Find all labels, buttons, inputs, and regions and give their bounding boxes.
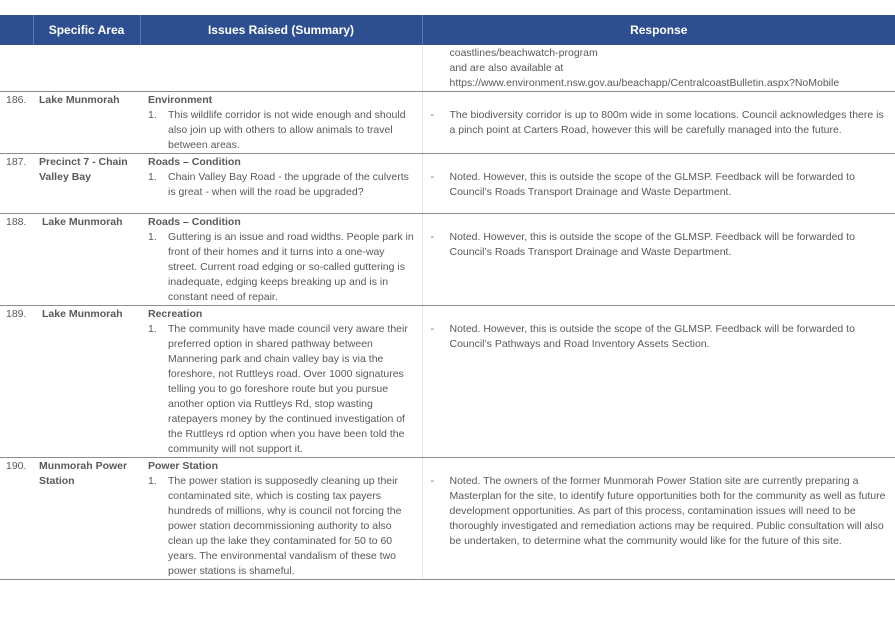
row-response [422, 92, 895, 154]
response-text: Noted. However, this is outside the scope of the GLMSP. Feedback will be forwarded to Council’s Roads Transport Drainage and Waste Department. [449, 231, 855, 258]
row-area: Lake Munmorah [33, 214, 140, 306]
row-number: 186. [0, 92, 33, 154]
response-text: Noted. The owners of the former Munmorah Power Station site are currently preparing a Masterplan for the site, to identify future opportunities both for the community as well as future development opportunities. As part of this process, contamination issues will need to be thoroughly investigated and remediation actions may be required. Public consultation will also be undertaken, to determine what the community would like for the future of this site. [449, 475, 886, 547]
issue-item-number: 1. [148, 109, 157, 121]
continuation-response [422, 45, 895, 92]
continuation-row [0, 45, 895, 92]
table-row [0, 458, 895, 580]
row-issue [140, 92, 422, 154]
response-dash: - [430, 475, 434, 487]
issue-topic: Power Station [148, 460, 219, 472]
table-row [0, 214, 895, 306]
response-text: Noted. However, this is outside the scope of the GLMSP. Feedback will be forwarded to Council’s Pathways and Road Inventory Assets Section. [449, 323, 855, 350]
issue-text: The community have made council very aware their preferred option in shared pathway between Mannering park and chain valley bay is via the foreshore, not Ruttleys road. Over 1000 signatures telling you to go foreshore route but you pursue another option via Ruttleys Rd, stop wasting ratepayers money by the continued investigation of the Ruttleys rd option when you have been told the community will not support it. [168, 323, 408, 455]
continuation-url[interactable]: https://www.environment.nsw.gov.au/beachapp/CentralcoastBulletin.aspx?NoMobile [449, 77, 840, 89]
issue-item-number: 1. [148, 231, 157, 243]
header-specific-area: Specific Area [33, 15, 140, 45]
issue-item-number: 1. [148, 171, 157, 183]
issue-text: Guttering is an issue and road widths. People park in front of their homes and it turns into a one-way street. Current road edging or so-called guttering is inadequate, edging keeps breaking up and is in constant need of repair. [168, 231, 414, 303]
issue-topic: Recreation [148, 308, 203, 320]
row-issue [140, 458, 422, 580]
row-area: Precinct 7 - Chain Valley Bay [33, 154, 140, 214]
table-row [0, 306, 895, 458]
table-row [0, 92, 895, 154]
response-text: The biodiversity corridor is up to 800m wide in some locations. Council acknowledges there is a pinch point at Carters Road, however this will be carefully managed into the future. [449, 109, 884, 136]
submissions-table [0, 15, 895, 580]
continuation-line: and are also available at [449, 62, 564, 74]
row-response [422, 214, 895, 306]
row-area: Lake Munmorah [33, 306, 140, 458]
continuation-line: coastlines/beachwatch-program [449, 47, 598, 59]
row-issue [140, 306, 422, 458]
issue-text: Chain Valley Bay Road - the upgrade of the culverts is great - when will the road be upgraded? [168, 171, 409, 198]
issue-item-number: 1. [148, 323, 157, 335]
header-response: Response [422, 15, 895, 45]
submissions-table-page [0, 15, 895, 580]
header-number [0, 15, 33, 45]
header-issues-raised: Issues Raised (Summary) [140, 15, 422, 45]
row-response [422, 306, 895, 458]
table-header-row [0, 15, 895, 45]
row-issue [140, 214, 422, 306]
response-text: Noted. However, this is outside the scope of the GLMSP. Feedback will be forwarded to Council’s Roads Transport Drainage and Waste Department. [449, 171, 855, 198]
row-number: 188. [0, 214, 33, 306]
response-dash: - [430, 171, 434, 183]
issue-text: This wildlife corridor is not wide enough and should also join up with others to allow animals to travel between areas. [168, 109, 406, 151]
row-response [422, 154, 895, 214]
row-area: Lake Munmorah [33, 92, 140, 154]
row-area: Munmorah Power Station [33, 458, 140, 580]
response-dash: - [430, 231, 434, 243]
row-response [422, 458, 895, 580]
issue-topic: Environment [148, 94, 213, 106]
table-row [0, 154, 895, 214]
issue-topic: Roads – Condition [148, 216, 241, 228]
row-issue [140, 154, 422, 214]
issue-topic: Roads – Condition [148, 156, 241, 168]
response-dash: - [430, 109, 434, 121]
row-number: 190. [0, 458, 33, 580]
response-dash: - [430, 323, 434, 335]
issue-item-number: 1. [148, 475, 157, 487]
row-number: 187. [0, 154, 33, 214]
row-number: 189. [0, 306, 33, 458]
issue-text: The power station is supposedly cleaning up their contaminated site, which is costing tax payers hundreds of millions, why is council not forcing the power station decommissioning authority to also clean up the lake they contaminated for 50 to 60 years. The environmental vandalism of these two power stations is shameful. [168, 475, 402, 577]
